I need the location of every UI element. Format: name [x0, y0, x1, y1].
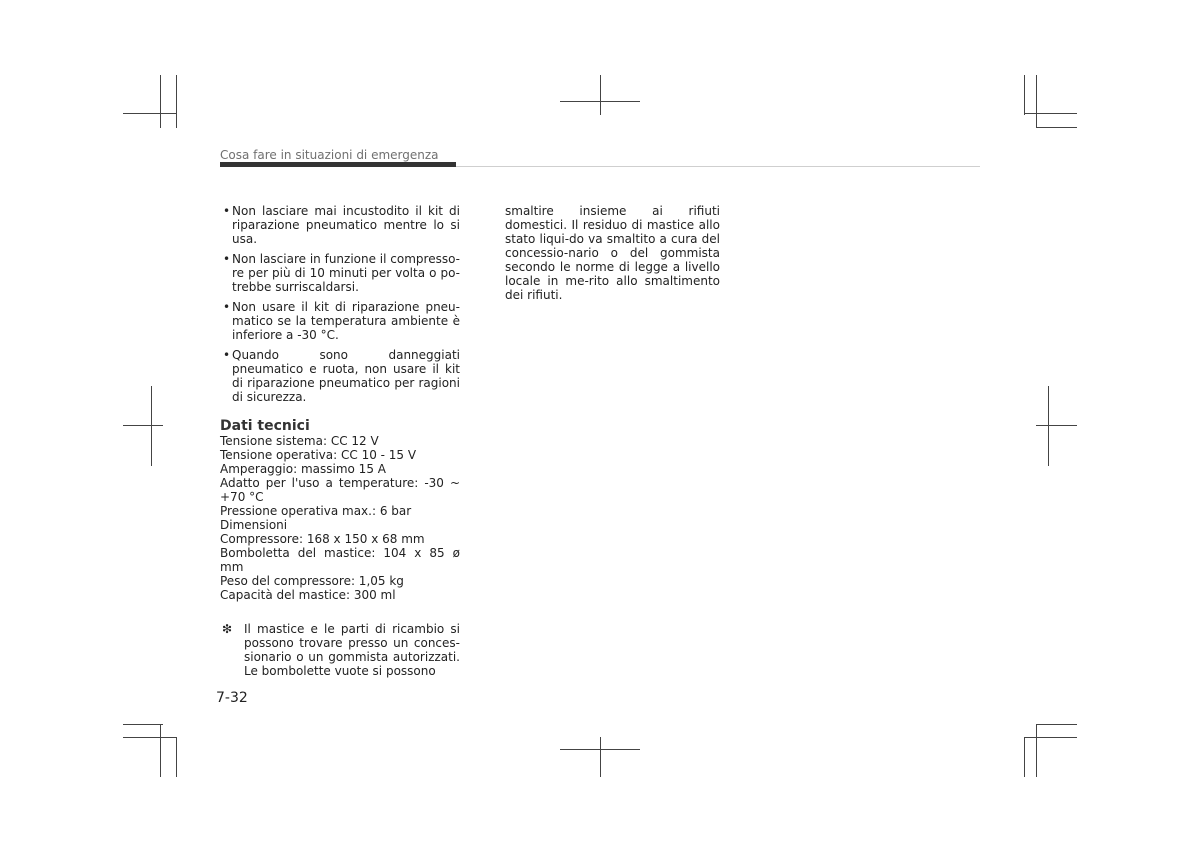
bullet-icon: •: [223, 204, 231, 218]
right-column: [505, 204, 720, 302]
running-header: Cosa fare in situazioni di emergenza: [220, 148, 439, 162]
bullet-icon: •: [223, 252, 231, 266]
spec-list: [220, 434, 460, 602]
bullet-icon: •: [223, 348, 231, 362]
note-symbol-icon: ❇: [222, 622, 233, 636]
continuation-paragraph: smaltire insieme ai rifiuti domestici. Il residuo di mastice allo stato liqui-do va smaltito a cura del concessio-nario o del gommista secondo le norme di legge a livello locale in me-rito allo smaltimento dei rifiuti.: [505, 204, 720, 302]
spec-line: Tensione operativa: CC 10 - 15 V: [220, 448, 417, 462]
warning-list: [220, 204, 460, 404]
spec-line: Adatto per l'uso a temperature: -30 ~ +70 °C: [220, 476, 460, 504]
note-text: Il mastice e le parti di ricambio si possono trovare presso un conces-sionario o un gommista autorizzati. Le bombolette vuote si possono: [244, 622, 460, 678]
spec-line: Amperaggio: massimo 15 A: [220, 462, 386, 476]
header-bar: [220, 162, 456, 167]
spec-line: Bomboletta del mastice: 104 x 85 ø mm: [220, 546, 460, 574]
page-number: 7-32: [216, 690, 248, 706]
list-item: • Non lasciare mai incustodito il kit di riparazione pneumatico mentre lo si usa.: [223, 204, 460, 246]
note: [220, 622, 460, 678]
list-item: • Non lasciare in funzione il compresso-re per più di 10 minuti per volta o po-trebbe surriscaldarsi.: [223, 252, 460, 294]
list-item: • Non usare il kit di riparazione pneu-matico se la temperatura ambiente è inferiore a -30 °C.: [223, 300, 460, 342]
list-item: • Quando sono danneggiati pneumatico e ruota, non usare il kit di riparazione pneumatico per ragioni di sicurezza.: [223, 348, 460, 404]
section-title: Dati tecnici: [220, 418, 310, 434]
spec-line: Dimensioni: [220, 518, 288, 532]
spec-line: Compressore: 168 x 150 x 68 mm: [220, 532, 425, 546]
spec-line: Peso del compressore: 1,05 kg: [220, 574, 404, 588]
left-column: [220, 204, 460, 678]
spec-line: Pressione operativa max.: 6 bar: [220, 504, 412, 518]
header-rule: [456, 166, 980, 167]
spec-line: Capacità del mastice: 300 ml: [220, 588, 396, 602]
spec-line: Tensione sistema: CC 12 V: [220, 434, 379, 448]
bullet-icon: •: [223, 300, 231, 314]
